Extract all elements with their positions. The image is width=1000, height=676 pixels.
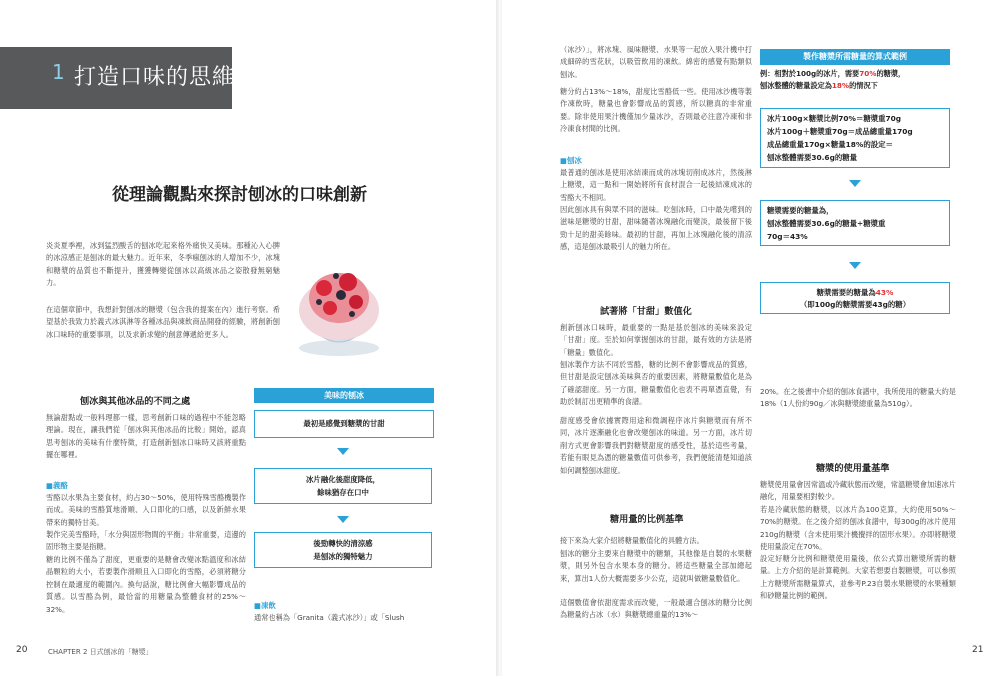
page-number-left: 20 — [16, 645, 28, 655]
diagram-step-3-line-1: 後勁轉快的清涼感 — [313, 539, 373, 548]
formula-result-line-1 — [767, 287, 943, 299]
formula-intro — [760, 68, 960, 93]
formula-intro-text: 的糖漿， — [876, 69, 906, 78]
page-title: 從理論觀點來探討刨冰的口味創新 — [112, 185, 367, 205]
formula-intro-text: 例：相對於100g的冰片，需要 — [760, 69, 860, 78]
formula-result-line-2: （即100g的糖漿需要43g的糖） — [799, 300, 911, 309]
page-number-right: 21 — [972, 645, 984, 655]
shaved-ice-paragraph-2: 因此刨冰具有與眾不同的滋味。吃刨冰時，口中最先嚐到的滋味是糖漿的甘甜，甜味隨著冰塊融化而變淡，最後留下後勁十足的甜美餘味。最初的甘甜，再加上冰塊融化後的清涼感，這是刨冰最吸引人的魅力所在。 — [560, 205, 752, 252]
formula-intro-text: 的情況下 — [849, 81, 878, 91]
gelato-paragraph-1: 雪酪以水果為主要食材，約占30～50%，使用特殊雪酪機製作而成。美味的雪酪質地滑順、入口即化的口感，以及新鮮水果帶來的獨特甘美。 — [46, 493, 246, 527]
intro-paragraph-2: 在這個章節中，我想針對刨冰的糖漿（包含我的提案在內）進行考察。希望基於我致力於義式冰淇淋等各種冰品與凍飲商品開發的經驗，將創新刨冰口味時的重要事項，以及求新求變的創意傳遞給更多人。 — [46, 305, 280, 339]
formula-box-2 — [760, 200, 950, 246]
shaved-ice-paragraph-1: 最普通的刨冰是使用冰結凍而成的冰塊切削成冰片，然後淋上糖漿，這一點和一開始將所有食材混合一起後結凍成冰的雪酪大不相同。 — [560, 168, 752, 202]
formula-intro-line-2 — [760, 80, 960, 92]
formula-line: 成品總重量170g×糖量18%的設定＝ — [767, 140, 893, 149]
formula-arrow-2 — [849, 262, 861, 269]
section-title-ratio: 糖用量的比例基準 — [610, 514, 684, 525]
formula-box-3 — [760, 282, 950, 314]
formula-line: 糖漿需要的糖量為， — [767, 206, 834, 215]
formula-intro-text: 刨冰整體的糖量設定為 — [760, 81, 832, 91]
diagram-step-2-line-2: 餘味猶存在口中 — [317, 488, 369, 497]
section-title-sweetness: 試著將「甘甜」數值化 — [600, 306, 692, 317]
shaved-ice-photo — [286, 250, 392, 360]
formula-line: 冰片100g×糖漿比例70%＝糖漿重70g — [767, 114, 902, 123]
section-title-usage: 糖漿的使用量基準 — [816, 463, 890, 474]
right-page — [502, 0, 1000, 676]
formula-intro-line-1 — [760, 68, 960, 80]
shaved-ice-heading: ■刨冰 — [560, 156, 582, 165]
running-footer: CHAPTER 2 日式刨冰的「糖漿」 — [48, 648, 153, 656]
usage-paragraph-1: 糖漿使用量會因常溫或冷藏狀態而改變，常溫糖漿會加速冰片融化，用量要相對較少。 — [760, 480, 956, 502]
granita-heading: ■凍飲 — [254, 601, 276, 610]
syrup-ratio-value: 70% — [859, 69, 877, 78]
intro-paragraph-1: 炎炎夏季裡，冰到猛烈酸舌的刨冰吃起來格外痛快又美味。那種沁入心脾的冰涼感正是刨冰的最大魅力。近年來，冬季瘋刨冰的人增加不少，冰塊和糖漿的品質也不斷提升，獲獲轉變從刨冰以高級冰品之姿散發無窮魅力。 — [46, 241, 280, 288]
ratio-paragraph-2: 刨冰的糖分主要來自糖漿中的糖類，其他像是自製的水果糖漿，則另外包含水果本身的糖分。將這些糖量全部加總起來，算出1人份大概需要多少公克，這就叫做糖量數值化。 — [560, 549, 752, 583]
formula-arrow-1 — [849, 180, 861, 187]
sugar-ratio-value: 18% — [831, 81, 850, 91]
diagram-arrow-1 — [337, 448, 349, 455]
diagram-step-2-line-1: 冰片融化後甜度降低， — [306, 475, 380, 484]
sweetness-paragraph-1: 創新刨冰口味時，最重要的一點是基於刨冰的美味來設定「甘甜」度。至於如何掌握刨冰的甘甜，最有效的方法是將「糖量」數值化。 — [560, 323, 752, 357]
gelato-paragraph-3: 糖的比例不僅為了甜度，更重要的是糖會改變冰點溫度和冰結晶顆粒的大小，若要製作滑順且入口即化的雪酪，必須將糖分控制在最適度的範圍內。換句話說，糖比例會大幅影響成品的質感。以雪酪為例，最恰當的用糖量為整體食材的25%～32%。 — [46, 555, 246, 614]
diagram-arrow-2 — [337, 516, 349, 523]
formula-line: 刨冰整體需要30.6g的糖量÷糖漿重 — [767, 219, 886, 228]
syrup-sugar-percentage: 43% — [875, 288, 894, 297]
diagram-step-2 — [254, 468, 432, 504]
diagram-step-1: 最初是感覺到糖漿的甘甜 — [254, 410, 434, 438]
diagram-step-3-line-2: 是刨冰的獨特魅力 — [313, 552, 373, 561]
granita-continued: （冰沙）」，將冰塊、風味糖漿、水果等一起放入果汁機中打成細碎的雪花狀，以吸管飲用的凍飲。綿密的感覺有點類似刨冰。 — [560, 45, 752, 79]
chapter-number: 1 — [52, 60, 65, 84]
diagram-header: 美味的刨冰 — [254, 388, 434, 403]
sweetness-paragraph-2: 刨冰製作方法不同於雪酪，糖的比例不會影響成品的質感，但甘甜是設定刨冰美味與否的重要因素，將糖量數值化是為了確認甜度。另一方面，糖量數值化也表不再單憑直覺，有助於制訂出更精準的食譜。 — [560, 360, 752, 407]
formula-line: 刨冰整體需要30.6g的糖量 — [767, 153, 858, 162]
formula-line: 冰片100g＋糖漿重70g＝成品總重量170g — [767, 127, 913, 136]
formula-result-text: 糖漿需要的糖量為 — [816, 288, 876, 297]
formula-header: 製作糖漿所需糖量的算式範例 — [760, 49, 950, 65]
sweetness-paragraph-3: 甜度感受會依據實際用途和微調程序冰片與糖漿而有所不同，冰片逐漸融化也會改變刨冰的味道。另一方面，冰片切削方式更會影響我們對糖漿甜度的感受性，基於這些考量，若能有眼見為憑的糖量數值可供參考，我們便能清楚知道該如何調整刨冰甜度。 — [560, 416, 752, 475]
formula-box-1 — [760, 108, 950, 168]
formula-line: 70g＝43% — [767, 232, 808, 241]
section-title-difference: 刨冰與其他冰品的不同之處 — [80, 396, 191, 407]
diagram-step-3 — [254, 532, 432, 568]
granita-paragraph: 通常也稱為「Granita（義式冰沙）」或「Slush — [254, 613, 405, 622]
usage-paragraph-3: 設定好糖分比例和糖漿使用量後，依公式算出糖漿所需的糖量。上方介紹的是計算範例。大家若想要自製糖漿，可以參照上方糖漿所需糖量算式，並參考P.23自製水果糖漿的水果種類和砂糖量比例的範例。 — [760, 554, 956, 601]
ratio-paragraph-1: 接下來為大家介紹將糖量數值化的具體方法。 — [560, 536, 704, 545]
ratio-paragraph-3: 這個數值會依甜度需求而改變，一般最適合刨冰的糖分比例為糖量約占冰（水）與糖漿總重量的13%～ — [560, 598, 752, 620]
gelato-paragraph-2: 製作完美雪酪時，「水分與固形物間的平衡」非常重要，這邊的固形物主要是指糖。 — [46, 530, 246, 552]
left-page — [0, 0, 498, 676]
chapter-title: 打造口味的思維 — [74, 65, 236, 90]
granita-sugar-paragraph: 糖分約占13%～18%，甜度比雪酪低一些。使用冰沙機等製作凍飲時，糖量也會影響成品的質感，所以糖真的非常重要。除非使用果汁機僅加少量冰沙，否則最必注意冷凍和非冷凍食材間的比例。 — [560, 87, 752, 134]
difference-paragraph: 無論甜點或一般料理都一樣，思考創新口味的過程中不能忽略理論。現在，讓我們從「刨冰與其他冰品的比較」開始，認真思考刨冰的美味有什麼特徵，打造創新刨冰口味時又該將重點擺在哪裡。 — [46, 413, 246, 460]
usage-paragraph-2: 若是冷藏狀態的糖漿，以冰片為100克算，大約使用50%～70%的糖漿。在之後介紹的刨冰食譜中，每300g的冰片使用210g的糖漿（含未使用果汁機攪拌的固形水果）。亦即將糖漿使用量設定在70%。 — [760, 505, 956, 552]
gelato-heading: ■義酪 — [46, 481, 68, 490]
ratio-continued-paragraph: 20%。在之後書中介紹的刨冰食譜中，我所使用的糖量大約是18%（1人份約90g／冰與糖漿總重量為510g）。 — [760, 387, 956, 409]
